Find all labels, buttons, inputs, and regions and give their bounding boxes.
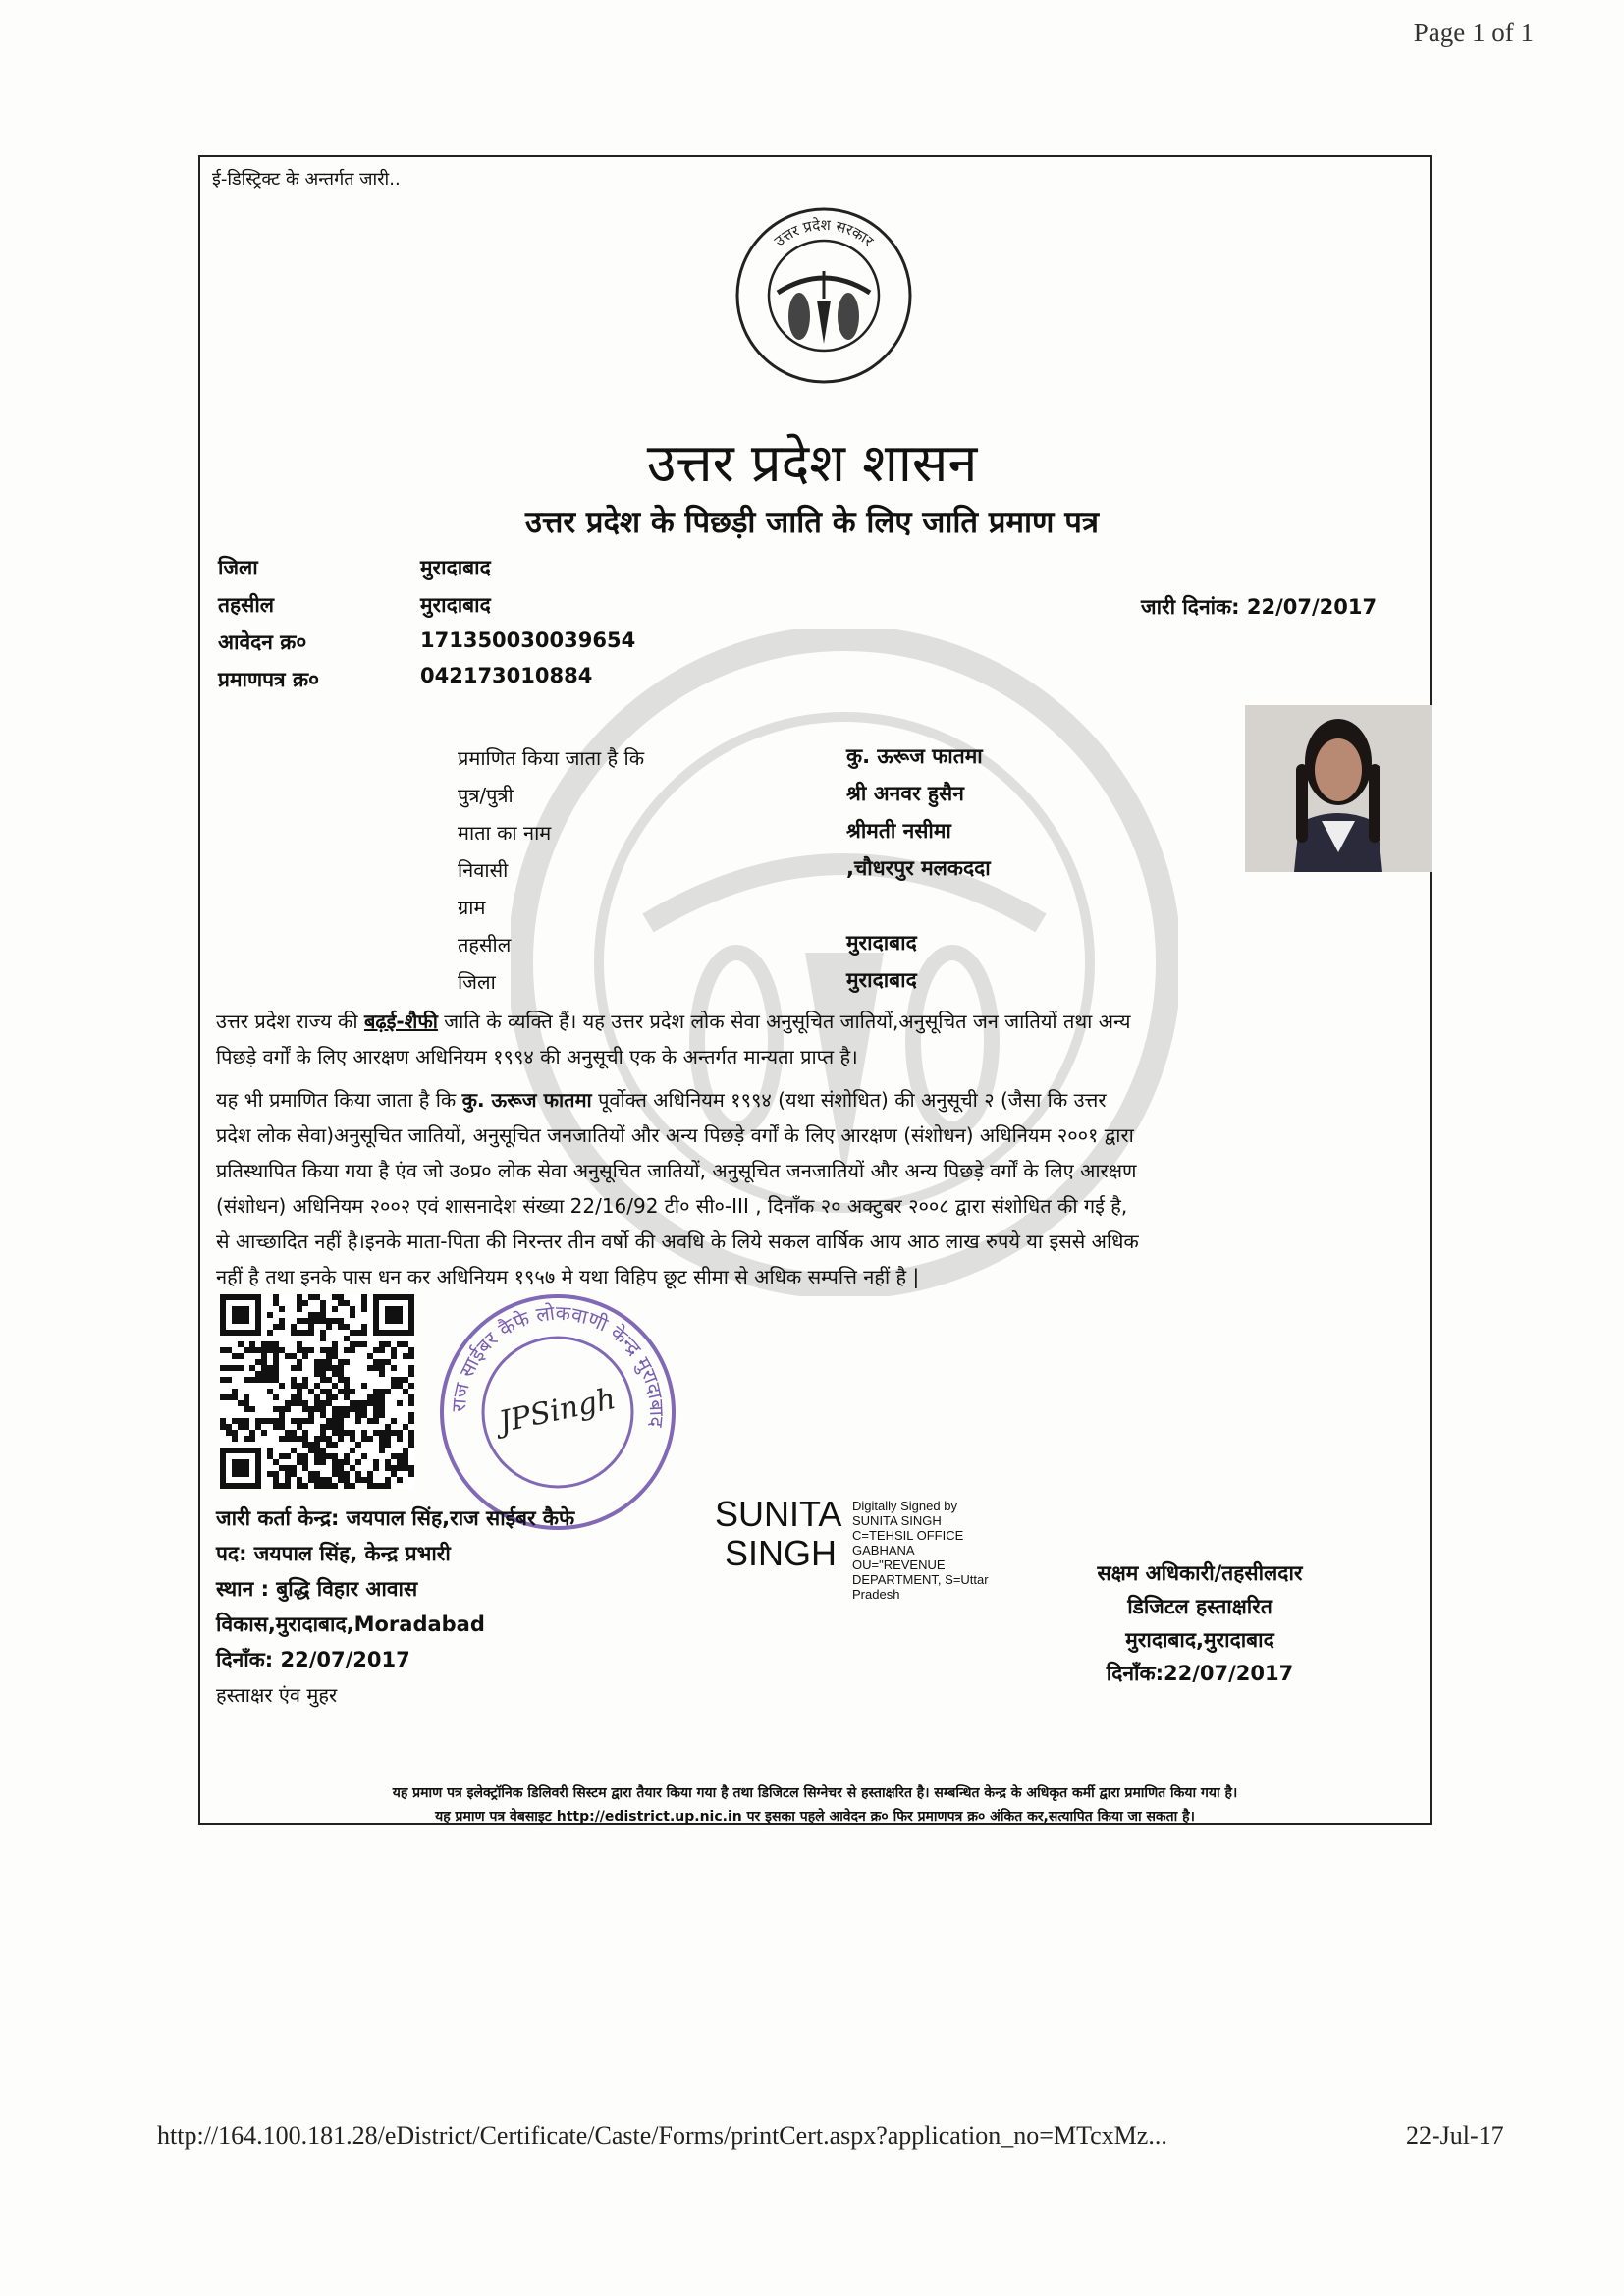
detail-district-value: मुरादाबाद <box>846 968 917 992</box>
issuer-center: जारी कर्ता केन्द्र: जयपाल सिंह,राज साईबर कैफे <box>216 1506 575 1530</box>
detail-tehsil-label: तहसील <box>458 933 512 957</box>
handwritten-signature: JPSingh <box>496 1381 620 1441</box>
resident-label: निवासी <box>458 858 509 882</box>
mother-label: माता का नाम <box>458 821 552 845</box>
tehsil-label: तहसील <box>218 593 274 617</box>
signature-seal-label: हस्ताक्षर एंव मुहर <box>216 1683 338 1707</box>
issuer-post: पद: जयपाल सिंह, केन्द्र प्रभारी <box>216 1542 451 1565</box>
resident-value: ,चौधरपुर मलकददा <box>846 856 991 880</box>
authority-title: सक्षम अधिकारी/तहसीलदार <box>1097 1561 1303 1585</box>
application-number: 171350030039654 <box>420 629 636 652</box>
issue-date: जारी दिनांक: 22/07/2017 <box>1141 595 1378 619</box>
certify-paragraph-line3: प्रतिस्थापित किया गया है एंव जो उ०प्र० लोक सेवा अनुसूचित जातियों, अनुसूचित जनजातियों और अन्य पिछड़े वर्गों के लिए आरक्षण <box>216 1159 1137 1182</box>
page-title: उत्तर प्रदेश शासन <box>646 432 978 494</box>
certify-paragraph-line6: नहीं है तथा इनके पास धन कर अधिनियम १९५७ मे यथा विहिप छूट सीमा से अधिक सम्पत्ति नहीं है | <box>216 1265 920 1288</box>
detail-tehsil-value: मुरादाबाद <box>846 931 917 955</box>
father-name: श्री अनवर हुसैन <box>846 782 964 805</box>
certify-paragraph-line5: से आच्छादित नहीं है।इनके माता-पिता की निरन्तर तीन वर्षो की अवधि के लिये सकल वार्षिक आय आठ लाख रुपये या इससे अधिक <box>216 1230 1139 1253</box>
issuer-place-2: विकास,मुरादाबाद,Moradabad <box>216 1613 485 1636</box>
village-label: ग्राम <box>458 896 486 919</box>
issuer-place: स्थान : बुद्धि विहार आवास <box>216 1577 418 1601</box>
emblem-ring-text: उत्तर प्रदेश सरकार <box>771 215 878 250</box>
certify-paragraph-line1: यह भी प्रमाणित किया जाता है कि कु. ऊरूज फातमा पूर्वोक्त अधिनियम १९९४ (यथा संशोधित) की अनुसूची २ (जैसा कि उत्तर <box>216 1088 1107 1112</box>
authority-digital: डिजिटल हस्ताक्षरित <box>1127 1595 1272 1618</box>
page-number: Page 1 of 1 <box>1413 18 1534 47</box>
district-value: मुरादाबाद <box>420 556 491 579</box>
authority-place: मुरादाबाद,मुरादाबाद <box>1125 1628 1274 1652</box>
footnote-line1: यह प्रमाण पत्र इलेक्ट्रॉनिक डिलिवरी सिस्टम द्वारा तैयार किया गया है तथा डिजिटल सिग्नेचर से हस्ताक्षरित है। सम्बन्धित केन्द्र के अधिकृत कर्मी द्वारा प्रमाणित किया गया है। <box>392 1785 1238 1801</box>
top-note: ई-डिस्ट्रिक्ट के अन्तर्गत जारी.. <box>212 169 401 190</box>
authority-date: दिनाँक:22/07/2017 <box>1106 1662 1294 1685</box>
print-url-link[interactable]: http://164.100.181.28/eDistrict/Certificate/Caste/Forms/printCert.aspx?application_no=MTcxMz... <box>157 2121 1167 2150</box>
caste-paragraph-line1: उत्तर प्रदेश राज्य की बढ़ई-शैफी जाति के व्यक्ति हैं। यह उत्तर प्रदेश लोक सेवा अनुसूचित जातियों,अनुसूचित जन जातियों तथा अन्य <box>216 1010 1131 1033</box>
applicant-photo <box>1245 705 1432 872</box>
certify-paragraph-name: कु. ऊरूज फातमा <box>461 1088 592 1112</box>
caste-paragraph-line2: पिछड़े वर्गों के लिए आरक्षण अधिनियम १९९४ की अनुसूची एक के अन्तर्गत मान्यता प्राप्त है। <box>216 1045 858 1068</box>
rubber-stamp-seal-icon <box>436 1290 679 1532</box>
tehsil-value: मुरादाबाद <box>420 593 491 617</box>
certify-label: प्रमाणित किया जाता है कि <box>458 746 645 770</box>
applicant-name: कु. ऊरूज फातमा <box>846 744 983 768</box>
detail-district-label: जिला <box>458 970 496 994</box>
digital-signature-details: Digitally Signed by SUNITA SINGH C=TEHSIL OFFICE GABHANA OU="REVENUE DEPARTMENT, S=Uttar Pradesh <box>852 1499 989 1602</box>
qr-code-icon[interactable] <box>220 1294 414 1489</box>
print-date: 22-Jul-17 <box>1406 2121 1504 2150</box>
certify-paragraph-line4: (संशोधन) अधिनियम २००२ एवं शासनादेश संख्या 22/16/92 टी० सी०-III , दिनाँक २० अक्टुबर २००८ द्वारा संशोधित की गई है, <box>216 1194 1128 1218</box>
mother-name: श्रीमती नसीमा <box>846 819 951 843</box>
page-subtitle: उत्तर प्रदेश के पिछड़ी जाति के लिए जाति प्रमाण पत्र <box>525 505 1099 540</box>
relation-label: पुत्र/पुत्री <box>458 784 514 807</box>
up-government-emblem-icon <box>734 206 913 385</box>
certificate-number: 042173010884 <box>420 664 593 687</box>
certify-paragraph-line2: प्रदेश लोक सेवा)अनुसूचित जातियों, अनुसूचित जनजातियों और अन्य पिछड़े वर्गों के लिए आरक्षण (संशोधन) अधिनियम २००१ द्वारा <box>216 1123 1134 1147</box>
issuer-date: दिनाँक: 22/07/2017 <box>216 1648 410 1671</box>
svg-text:उत्तर प्रदेश सरकार <box>771 216 878 250</box>
caste-name: बढ़ई-शैफी <box>363 1010 438 1033</box>
certificate-label: प्रमाणपत्र क्र० <box>218 668 320 691</box>
application-label: आवेदन क्र० <box>218 630 307 654</box>
district-label: जिला <box>218 556 258 579</box>
digital-signer-name: SUNITA SINGH <box>715 1494 842 1573</box>
seal-text: राज साईबर कैफे लोकवाणी केन्द्र मुरादाबाद <box>446 1300 670 1429</box>
footnote-line2: यह प्रमाण पत्र वेबसाइट http://edistrict.up.nic.in पर इसका पहले आवेदन क्र० फिर प्रमाणपत्र क्र० अंकित कर,सत्यापित किया जा सकता है। <box>435 1809 1195 1825</box>
